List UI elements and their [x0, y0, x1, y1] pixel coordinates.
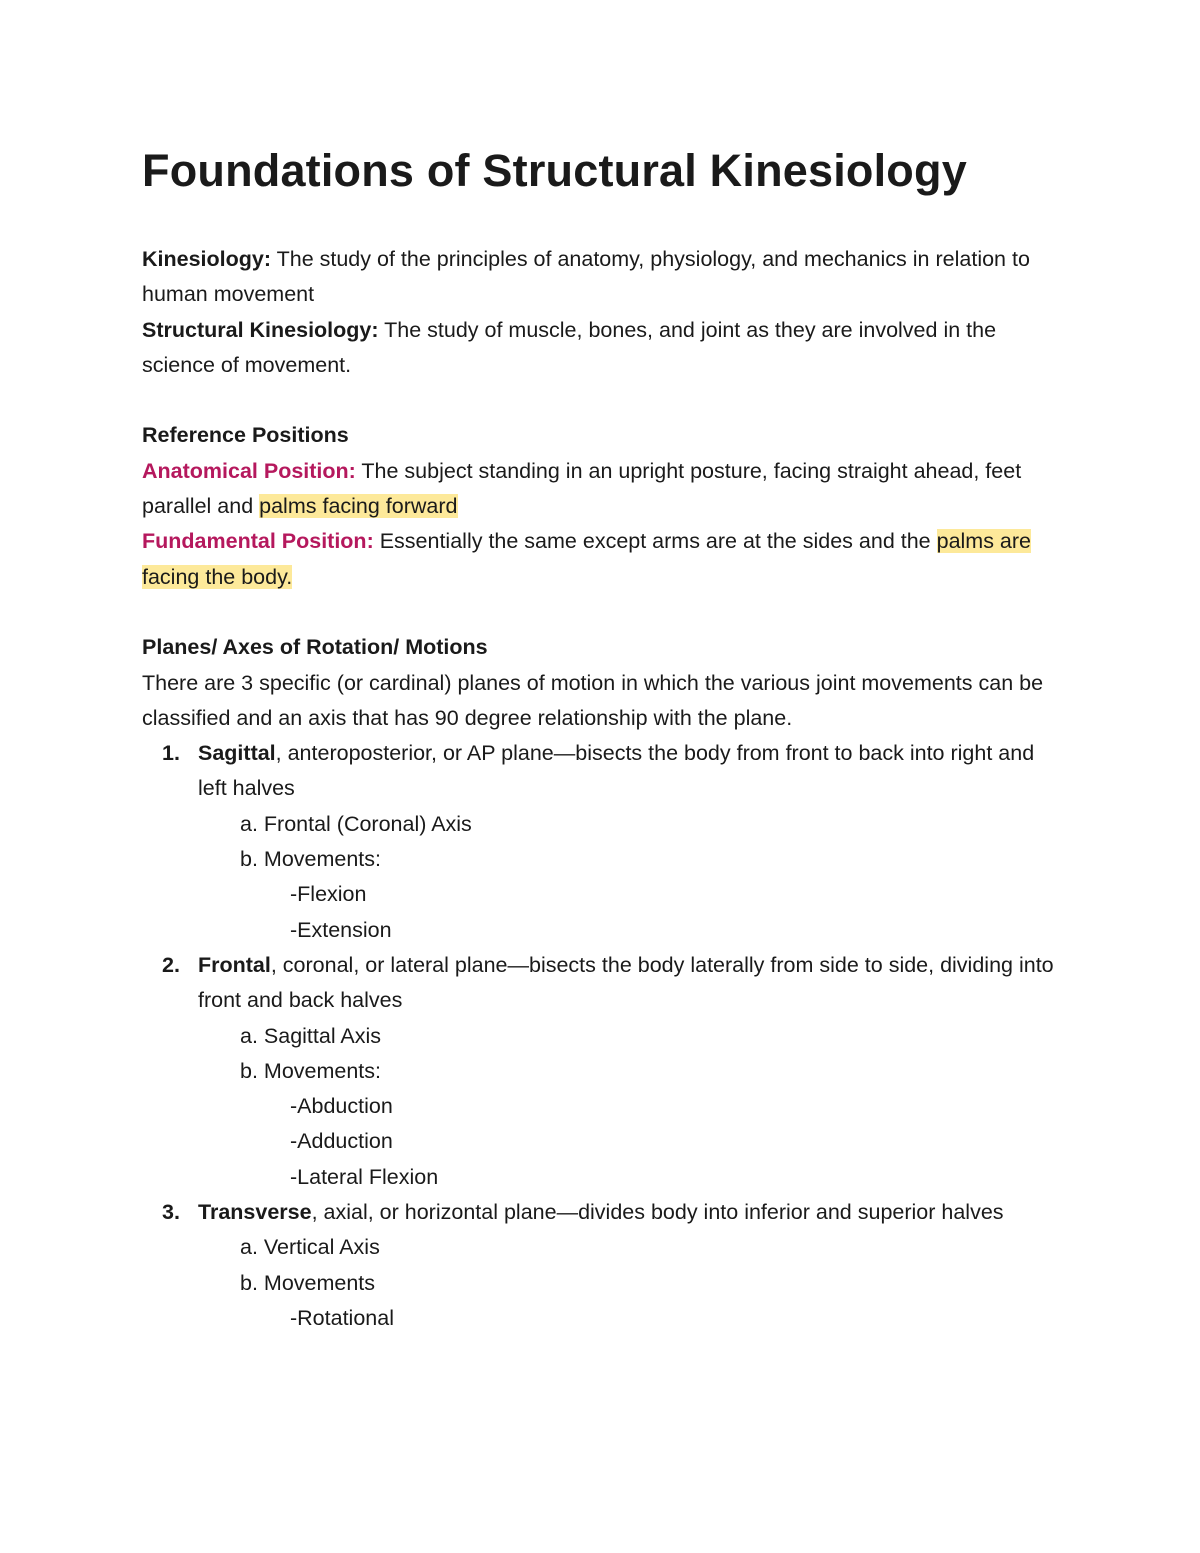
axis-line: a. Vertical Axis: [240, 1235, 380, 1260]
definition-text: The study of the principles of anatomy, physiology, and mechanics in relation to human movement: [142, 247, 1030, 307]
section-heading-reference: Reference Positions: [142, 423, 349, 448]
list-item: [142, 1195, 1062, 1230]
plane-item-frontal: [142, 948, 1062, 1195]
movements-label: b. Movements:: [240, 1058, 381, 1083]
list-item: [142, 948, 1062, 1019]
movement-item: -Flexion: [290, 882, 367, 907]
plane-item-sagittal: [142, 736, 1062, 948]
term-anatomical: Anatomical Position:: [142, 458, 356, 483]
list-number: 1.: [162, 741, 180, 766]
section-heading-planes: Planes/ Axes of Rotation/ Motions: [142, 635, 488, 660]
plane-desc: , anteroposterior, or AP plane—bisects the body from front to back into right and left halves: [198, 741, 1035, 801]
definition-text: The study of muscle, bones, and joint as they are involved in the science of movement.: [142, 317, 997, 377]
axis-line: a. Frontal (Coronal) Axis: [240, 811, 472, 836]
term-fundamental: Fundamental Position:: [142, 529, 374, 554]
plane-name: Sagittal: [198, 741, 276, 766]
plane-desc: , axial, or horizontal plane—divides body into inferior and superior halves: [311, 1200, 1004, 1225]
definition-kinesiology: [142, 242, 1062, 313]
movements-label: b. Movements: [240, 1270, 376, 1295]
page-title: Foundations of Structural Kinesiology: [142, 145, 967, 196]
definition-structural-kinesiology: [142, 313, 1062, 384]
movement-item: -Rotational: [290, 1305, 394, 1330]
movement-item: -Lateral Flexion: [290, 1164, 439, 1189]
axis-line: a. Sagittal Axis: [240, 1023, 382, 1048]
document-page: [142, 140, 1062, 1336]
movement-item: -Abduction: [290, 1094, 393, 1119]
list-number: 2.: [162, 952, 180, 977]
anatomical-text: The subject standing in an upright posture, facing straight ahead, feet parallel and: [142, 458, 1022, 519]
highlight-anatomical: palms facing forward: [259, 494, 458, 519]
movements-label: b. Movements:: [240, 847, 381, 872]
planes-intro: There are 3 specific (or cardinal) planes of motion in which the various joint movements can be classified and an axis that has 90 degree relationship with the plane.: [142, 670, 1044, 730]
movement-item: -Adduction: [290, 1129, 393, 1154]
fundamental-position: [142, 524, 1062, 595]
plane-name: Transverse: [198, 1200, 312, 1225]
fundamental-text: Essentially the same except arms are at the sides and the: [373, 529, 937, 554]
plane-desc: , coronal, or lateral plane—bisects the body laterally from side to side, dividing into front and back halves: [198, 952, 1054, 1013]
plane-item-transverse: [142, 1195, 1062, 1336]
highlight-fundamental: palms are facing the body.: [142, 529, 1032, 589]
spacer: [142, 595, 1062, 630]
movement-item: -Extension: [290, 917, 392, 942]
list-item: [142, 736, 1062, 807]
anatomical-position: [142, 454, 1062, 525]
spacer: [142, 383, 1062, 418]
list-number: 3.: [162, 1200, 180, 1225]
plane-name: Frontal: [198, 952, 271, 977]
definition-term: Kinesiology:: [142, 247, 272, 271]
definition-term: Structural Kinesiology:: [142, 317, 379, 342]
